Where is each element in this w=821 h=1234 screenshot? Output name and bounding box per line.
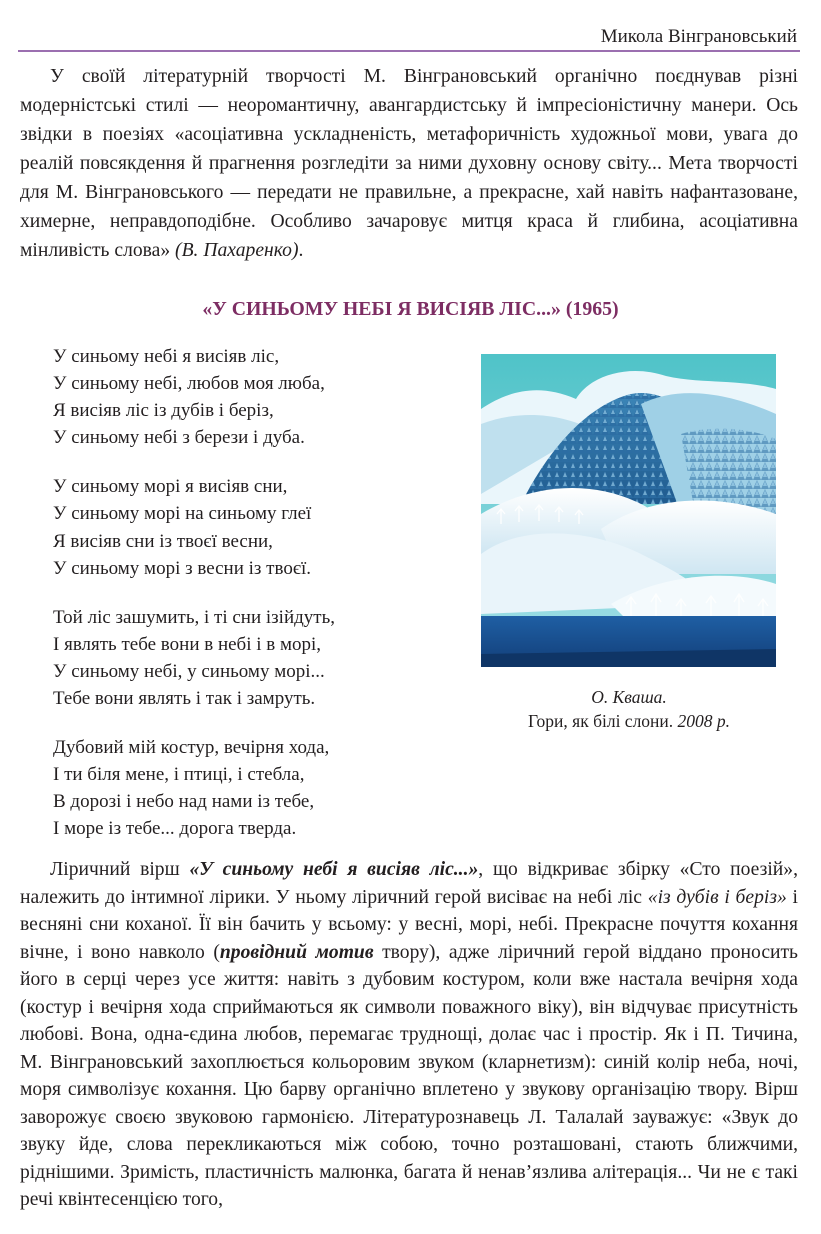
poem-line: У синьому небі, любов моя люба,: [53, 373, 325, 395]
intro-text: У своїй літературній творчості М. Вінграновський органічно поєднував різні модерністські стилі — неоромантичну, авангардистську й імпресіоністичну манери. Ось звідки в поезіях «асоціативна ускладненість, метафоричність художньої мови, увага до реалій повсякдення й прагнення розгледіти за ними духовну основу світу... Мета творчості для М. Вінграновського — передати не правильне, а прекрасне, хай навіть нафантазоване, химерне, неправдоподібне. Особливо зачаровує митця краса й глибина, асоціативна мінливість слова»: [20, 66, 798, 261]
analysis-part: Ліричний вірш: [50, 859, 190, 880]
poem-line: І ти біля мене, і птиці, і стебла,: [53, 764, 305, 786]
poem-year: (1965): [565, 298, 619, 320]
poem-line: Я висіяв ліс із дубів і беріз,: [53, 400, 274, 422]
analysis-paragraph: [20, 856, 798, 1214]
poem-stanza: [53, 604, 453, 712]
header-rule: [18, 50, 800, 52]
intro-end: .: [298, 240, 304, 261]
analysis-quote: «із дубів і беріз»: [647, 886, 787, 908]
analysis-part: твору), адже ліричний герой віддано проносить його в серці через усе життя: навіть з дубовим костуром, коли вже настала вечірня хода (костур і вечірня хода сприймаються як символи поважного віку), він відчуває присутність любові. Вона, одна-єдина любов, перемагає труднощі, долає час і простір. Як і П. Тичина, М. Вінграновський захоплюється кольоровим звуком (кларнетизм): синій колір неба, ночі, моря символізує кохання. Цю барву органічно вплетено у звукову організацію твору. Вірш заворожує своєю звуковою гармонією. Літературознавець Л. Талалай зауважує: «Звук до звуку йде, слова перекликаються між собою, точно розташовані, стають ближчими, ріднішими. Зримість, пластичність малюнка, багата й ненав’язлива алітерація... Чи не є такі речі квінтесенцією того,: [20, 941, 798, 1210]
painting-illustration: [481, 354, 776, 667]
painting-image: [481, 354, 776, 667]
poem-line: У синьому морі на синьому глеї: [53, 503, 312, 525]
poem-line: Той ліс зашумить, і ті сни ізійдуть,: [53, 606, 336, 628]
analysis-poem-ref: «У синьому небі я висіяв ліс...»: [189, 859, 479, 880]
poem-stanza: [53, 343, 453, 451]
poem-stanza: [53, 734, 453, 842]
analysis-motif: провідний мотив: [219, 941, 374, 963]
poem-line: Дубовий мій костур, вечірня хода,: [53, 737, 330, 759]
poem-line: У синьому морі я висіяв сни,: [53, 476, 288, 498]
poem-stanza: [53, 473, 453, 581]
poem-line: І являть тебе вони в небі і в морі,: [53, 633, 322, 655]
poem-line: У синьому морі з весни із твоєї.: [53, 557, 312, 579]
painting-caption: [470, 685, 788, 733]
page-header: [18, 22, 800, 52]
poem-line: Тебе вони являть і так і замруть.: [53, 688, 316, 710]
intro-citation: (В. Пахаренко): [175, 240, 299, 261]
poem-line: У синьому небі з берези і дуба.: [53, 427, 305, 449]
caption-year: 2008 р.: [677, 711, 731, 731]
caption-artist: О. Кваша.: [591, 687, 667, 707]
poem-title-text: «У СИНЬОМУ НЕБІ Я ВИСІЯВ ЛІС...»: [202, 298, 561, 320]
poem-line: В дорозі і небо над нами із тебе,: [53, 791, 315, 813]
caption-title: Гори, як білі слони.: [527, 711, 674, 731]
poem-line: У синьому небі, у синьому морі...: [53, 660, 325, 682]
poem-line: Я висіяв сни із твоєї весни,: [53, 530, 273, 552]
analysis-part: , що відкриває збірку «Сто поезій», належить до інтимної лірики. У ньому ліричний герой висіває на небі ліс: [20, 859, 798, 908]
poem-title: [0, 298, 821, 321]
header-author: Микола Вінграновський: [600, 26, 797, 47]
poem-body: [53, 343, 453, 865]
poem-line: І море із тебе... дорога тверда.: [53, 818, 297, 840]
analysis-part: і весняні сни коханої. Її він бачить у всьому: у весні, морі, небі. Прекрасне почуття кохання вічне, і воно навколо (: [20, 886, 798, 963]
intro-paragraph: [20, 62, 798, 265]
poem-line: У синьому небі я висіяв ліс,: [53, 346, 280, 367]
